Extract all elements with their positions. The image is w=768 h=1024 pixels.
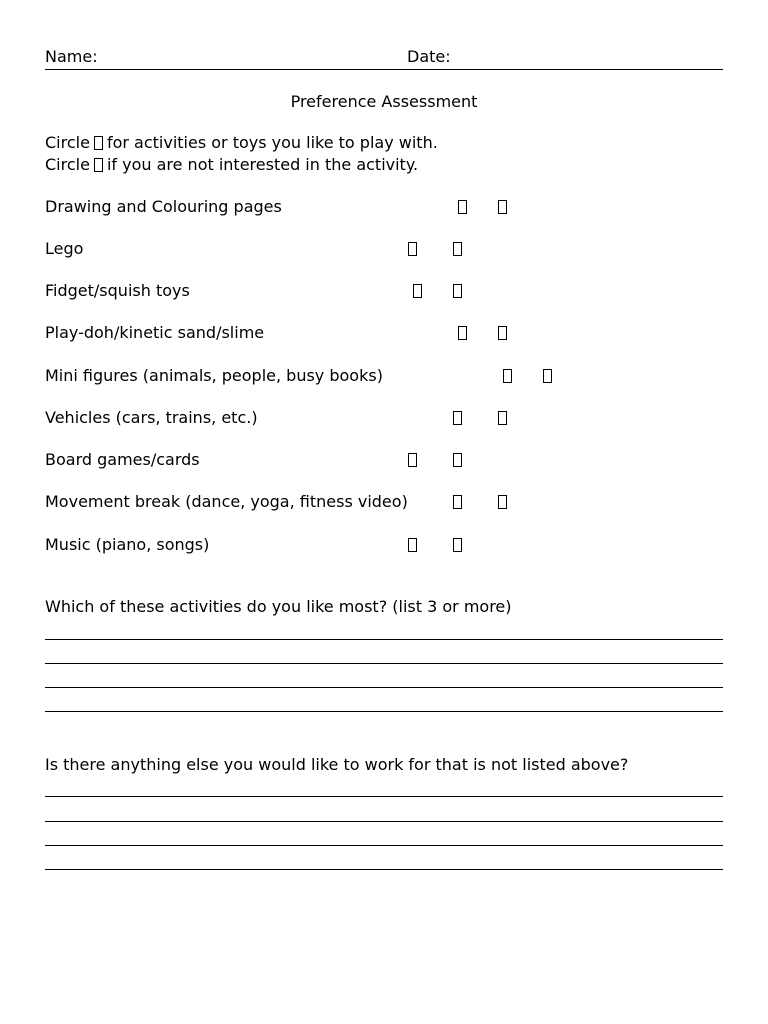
activity-row	[45, 535, 723, 555]
date-label: Date:	[407, 47, 451, 66]
not-interested-glyph-icon[interactable]	[453, 242, 462, 256]
question-favorite-activities: Which of these activities do you like most? (list 3 or more)	[45, 597, 512, 616]
like-glyph-icon[interactable]	[503, 369, 512, 383]
not-interested-glyph-icon[interactable]	[498, 495, 507, 509]
like-glyph-icon[interactable]	[408, 242, 417, 256]
not-interested-glyph-icon[interactable]	[453, 284, 462, 298]
answer-line[interactable]	[45, 845, 723, 846]
like-glyph-icon[interactable]	[453, 411, 462, 425]
not-interested-glyph-icon[interactable]	[498, 411, 507, 425]
header-underline[interactable]	[45, 69, 723, 70]
instruction-like-prefix: Circle	[45, 133, 90, 152]
answer-line[interactable]	[45, 821, 723, 822]
not-interested-glyph-icon[interactable]	[498, 326, 507, 340]
instruction-like	[45, 133, 438, 153]
activity-row	[45, 450, 723, 470]
like-glyph-icon[interactable]	[458, 200, 467, 214]
activity-row	[45, 239, 723, 259]
not-interested-glyph-icon[interactable]	[453, 453, 462, 467]
activity-label: Music (piano, songs)	[45, 535, 210, 554]
activity-row	[45, 408, 723, 428]
instruction-not-interested-prefix: Circle	[45, 155, 90, 174]
answer-line[interactable]	[45, 796, 723, 797]
like-glyph-icon[interactable]	[458, 326, 467, 340]
like-glyph-icon[interactable]	[413, 284, 422, 298]
activity-row	[45, 281, 723, 301]
activity-row	[45, 366, 723, 386]
activity-label: Drawing and Colouring pages	[45, 197, 282, 216]
not-interested-glyph-icon[interactable]	[543, 369, 552, 383]
answer-line[interactable]	[45, 711, 723, 712]
not-interested-glyph-icon[interactable]	[453, 538, 462, 552]
activity-label: Board games/cards	[45, 450, 200, 469]
like-glyph-icon	[94, 136, 103, 150]
answer-line[interactable]	[45, 639, 723, 640]
activity-label: Movement break (dance, yoga, fitness video)	[45, 492, 408, 511]
not-interested-glyph-icon	[94, 158, 103, 172]
like-glyph-icon[interactable]	[408, 538, 417, 552]
answer-line[interactable]	[45, 869, 723, 870]
page-title: Preference Assessment	[290, 92, 478, 111]
like-glyph-icon[interactable]	[408, 453, 417, 467]
question-other-rewards: Is there anything else you would like to work for that is not listed above?	[45, 755, 629, 774]
activity-label: Fidget/squish toys	[45, 281, 190, 300]
answer-line[interactable]	[45, 663, 723, 664]
like-glyph-icon[interactable]	[453, 495, 462, 509]
answer-line[interactable]	[45, 687, 723, 688]
activity-label: Play-doh/kinetic sand/slime	[45, 323, 265, 342]
activity-label: Mini figures (animals, people, busy books)	[45, 366, 383, 385]
activity-row	[45, 492, 723, 512]
not-interested-glyph-icon[interactable]	[498, 200, 507, 214]
activity-row	[45, 197, 723, 217]
activity-label: Lego	[45, 239, 84, 258]
instruction-like-suffix: for activities or toys you like to play with.	[106, 133, 438, 152]
activity-label: Vehicles (cars, trains, etc.)	[45, 408, 258, 427]
instruction-not-interested-suffix: if you are not interested in the activity.	[106, 155, 419, 174]
instruction-not-interested	[45, 155, 418, 175]
activity-row	[45, 323, 723, 343]
name-label: Name:	[45, 47, 98, 66]
